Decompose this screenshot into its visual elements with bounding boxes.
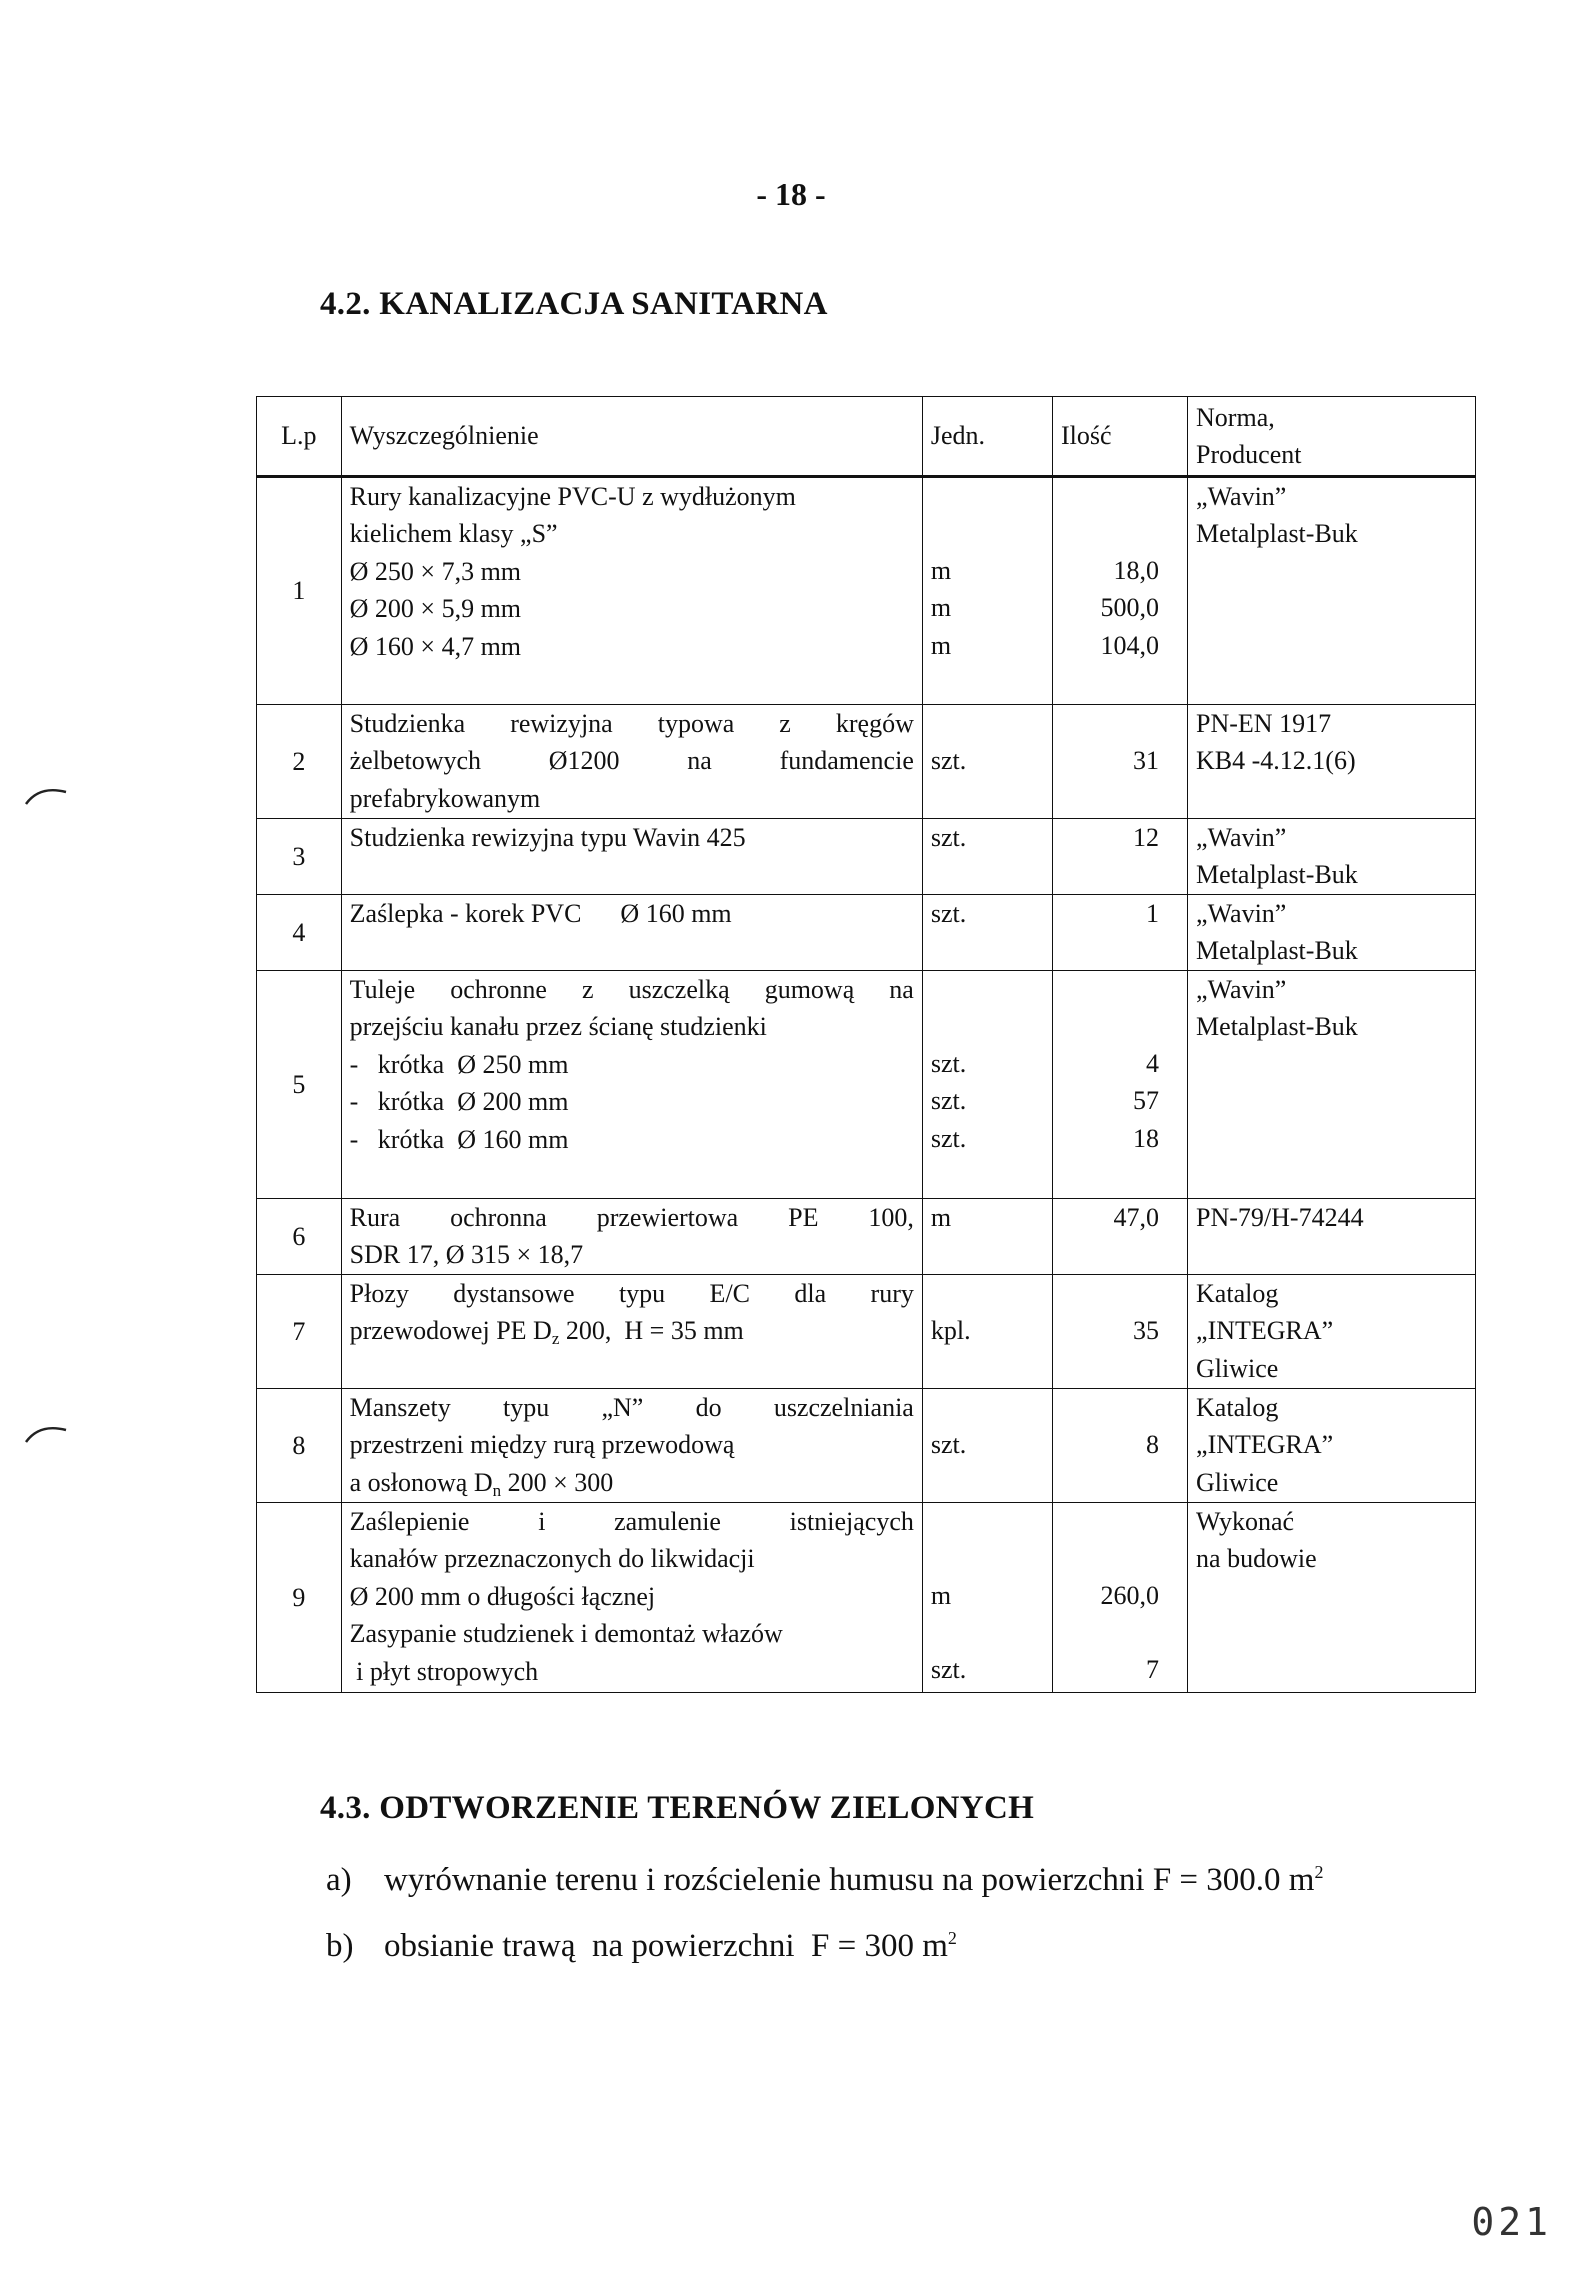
section-title-tereny-zielone: 4.3. ODTWORZENIE TERENÓW ZIELONYCH	[320, 1790, 1035, 1826]
desc-line	[350, 1464, 914, 1501]
quantity-line	[1061, 1614, 1159, 1651]
row-unit	[922, 1503, 1052, 1693]
list-item	[326, 1862, 1323, 1899]
header-lp: L.p	[257, 397, 342, 477]
quantity-line: 35	[1133, 1316, 1160, 1345]
page-number: - 18 -	[756, 176, 826, 212]
unit-line	[931, 1540, 1044, 1577]
row-description	[341, 1199, 922, 1275]
desc-line: - krótka Ø 160 mm	[349, 1124, 569, 1154]
standard-line: Metalplast-Buk	[1196, 860, 1358, 890]
quantity-line	[1061, 971, 1159, 1008]
quantity-line: 104,0	[1100, 630, 1160, 660]
unit-line: m	[930, 593, 952, 623]
unit-line	[931, 1389, 1044, 1426]
row-unit	[922, 1199, 1052, 1275]
desc-line: Zaślepienie i zamulenie istniejących	[349, 1507, 914, 1536]
desc-line: - krótka Ø 250 mm	[349, 1049, 569, 1079]
standard-line: „Wavin”	[1196, 823, 1287, 852]
unit-line: m	[930, 1581, 952, 1610]
list-text: wyrównanie terenu i rozścielenie humusu na powierzchni F = 300.0 m	[384, 1862, 1315, 1898]
row-standard	[1188, 1199, 1476, 1275]
standard-line: na budowie	[1196, 1544, 1317, 1574]
row-quantity	[1052, 1389, 1187, 1503]
desc-line: Ø 200 mm o długości łącznej	[349, 1581, 656, 1611]
unit-line	[931, 1008, 1044, 1045]
row-number: 9	[257, 1503, 342, 1693]
quantity-line: 500,0	[1100, 593, 1160, 623]
standard-line: PN-EN 1917	[1196, 709, 1332, 738]
row-number: 1	[257, 477, 342, 705]
unit-line: szt.	[930, 1655, 967, 1685]
row-number: 2	[257, 705, 342, 819]
table-row	[257, 1503, 1476, 1693]
quantity-line: 18	[1133, 1123, 1160, 1153]
desc-line: Studzienka rewizyjna typu Wavin 425	[349, 823, 746, 852]
desc-line: Ø 160 × 4,7 mm	[349, 631, 522, 661]
standard-line: KB4 -4.12.1(6)	[1196, 746, 1356, 776]
row-unit	[922, 705, 1052, 819]
unit-line: szt.	[930, 1430, 967, 1459]
row-standard	[1188, 705, 1476, 819]
row-quantity	[1052, 1503, 1187, 1693]
list-item	[326, 1928, 957, 1965]
margin-hole-mark	[22, 1418, 72, 1448]
row-unit	[922, 971, 1052, 1199]
row-number: 3	[257, 819, 342, 895]
row-number: 5	[257, 971, 342, 1199]
quantity-line: 18,0	[1113, 556, 1160, 585]
row-unit	[922, 1389, 1052, 1503]
row-number: 4	[257, 895, 342, 971]
row-quantity	[1052, 971, 1187, 1199]
row-description	[341, 1275, 922, 1389]
desc-line: Manszety typu „N” do uszczelniania	[349, 1393, 914, 1422]
quantity-line: 7	[1146, 1655, 1160, 1685]
header-quantity: Ilość	[1052, 397, 1187, 477]
row-description	[341, 819, 922, 895]
row-description	[341, 1503, 922, 1693]
unit-line: kpl.	[930, 1316, 971, 1345]
row-number: 6	[257, 1199, 342, 1275]
header-producent-line: Producent	[1196, 440, 1302, 469]
header-unit: Jedn.	[922, 397, 1052, 477]
standard-line: Metalplast-Buk	[1196, 1012, 1358, 1042]
desc-line: - krótka Ø 200 mm	[349, 1087, 569, 1117]
table-row	[257, 1389, 1476, 1503]
row-description	[341, 1389, 922, 1503]
row-quantity	[1052, 1275, 1187, 1389]
quantity-line	[1061, 1008, 1159, 1045]
standard-line: PN-79/H-74244	[1196, 1203, 1364, 1232]
table-row	[257, 477, 1476, 705]
quantity-line: 57	[1133, 1086, 1160, 1116]
list-marker: a)	[326, 1862, 352, 1898]
standard-line: „INTEGRA”	[1196, 1316, 1334, 1346]
superscript: 2	[947, 1928, 957, 1948]
unit-line: szt.	[930, 1049, 967, 1078]
desc-line: Rury kanalizacyjne PVC-U z wydłużonym	[349, 482, 796, 511]
table-row	[257, 705, 1476, 819]
row-description	[341, 477, 922, 705]
standard-line: „Wavin”	[1196, 482, 1287, 511]
row-standard	[1188, 1503, 1476, 1693]
quantity-line: 47,0	[1113, 1203, 1160, 1232]
header-description: Wyszczególnienie	[341, 397, 922, 477]
quantity-line	[1061, 1540, 1159, 1577]
table-row	[257, 1275, 1476, 1389]
table-row	[257, 895, 1476, 971]
table-row	[257, 819, 1476, 895]
standard-line: Metalplast-Buk	[1196, 519, 1358, 549]
desc-line: żelbetowych Ø1200 na fundamencie	[349, 746, 914, 776]
quantity-line: 8	[1146, 1430, 1160, 1459]
row-standard	[1188, 895, 1476, 971]
unit-line	[931, 971, 1044, 1008]
row-standard	[1188, 1389, 1476, 1503]
archive-page-stamp: 021	[1471, 2200, 1552, 2244]
row-description	[341, 705, 922, 819]
row-unit	[922, 477, 1052, 705]
desc-text: 200, H = 35 mm	[559, 1316, 744, 1346]
desc-line: Ø 250 × 7,3 mm	[349, 556, 522, 586]
desc-line: kielichem klasy „S”	[349, 519, 558, 549]
quantity-line	[1061, 1503, 1159, 1540]
desc-line: Płozy dystansowe typu E/C dla rury	[349, 1279, 914, 1308]
table-header-row	[257, 397, 1476, 477]
row-description	[341, 971, 922, 1199]
desc-line: Rura ochronna przewiertowa PE 100,	[349, 1203, 914, 1232]
row-quantity	[1052, 819, 1187, 895]
standard-line: „Wavin”	[1196, 975, 1287, 1004]
unit-line: m	[930, 630, 952, 660]
desc-line: SDR 17, Ø 315 × 18,7	[349, 1240, 584, 1270]
unit-line	[931, 1275, 1044, 1312]
standard-line: Katalog	[1196, 1393, 1279, 1422]
standard-line: Wykonać	[1196, 1507, 1295, 1536]
quantity-line: 31	[1133, 746, 1160, 775]
row-number: 7	[257, 1275, 342, 1389]
table-row	[257, 971, 1476, 1199]
unit-line	[931, 515, 1044, 552]
unit-line	[931, 478, 1044, 515]
row-unit	[922, 1275, 1052, 1389]
unit-line: m	[930, 556, 952, 585]
unit-line	[931, 705, 1044, 742]
row-standard	[1188, 1275, 1476, 1389]
row-unit	[922, 895, 1052, 971]
standard-line: Katalog	[1196, 1279, 1279, 1308]
table-row	[257, 1199, 1476, 1275]
quantity-line: 1	[1146, 899, 1160, 928]
list-text: obsianie trawą na powierzchni F = 300 m	[384, 1928, 948, 1964]
row-quantity	[1052, 1199, 1187, 1275]
row-description	[341, 895, 922, 971]
standard-line: Metalplast-Buk	[1196, 936, 1358, 966]
quantity-line	[1061, 1275, 1159, 1312]
desc-line: prefabrykowanym	[349, 783, 541, 813]
standard-line: Gliwice	[1196, 1353, 1279, 1383]
margin-hole-mark	[22, 780, 72, 810]
unit-line: szt.	[930, 746, 967, 775]
quantity-line	[1061, 478, 1159, 515]
unit-line	[931, 1614, 1044, 1651]
row-unit	[922, 819, 1052, 895]
unit-line	[931, 1503, 1044, 1540]
desc-line: kanałów przeznaczonych do likwidacji	[349, 1544, 755, 1574]
desc-text: przewodowej PE D	[349, 1316, 552, 1346]
list-marker: b)	[326, 1928, 354, 1964]
desc-line	[350, 1312, 914, 1349]
quantity-line	[1061, 1389, 1159, 1426]
unit-line: m	[930, 1203, 952, 1232]
subscript: n	[492, 1480, 502, 1500]
section-title-kanalizacja: 4.2. KANALIZACJA SANITARNA	[320, 286, 828, 322]
desc-line: Ø 200 × 5,9 mm	[349, 594, 522, 624]
row-standard	[1188, 819, 1476, 895]
quantity-line: 12	[1133, 823, 1160, 852]
header-norma-line: Norma,	[1196, 402, 1275, 432]
desc-line: Tuleje ochronne z uszczelką gumową na	[349, 975, 914, 1004]
quantity-line: 4	[1146, 1049, 1160, 1078]
quantity-line: 260,0	[1100, 1581, 1160, 1610]
desc-text: a osłonową D	[349, 1467, 493, 1497]
subscript: z	[551, 1329, 560, 1349]
row-standard	[1188, 477, 1476, 705]
quantity-line	[1061, 515, 1159, 552]
unit-line: szt.	[930, 1123, 967, 1153]
desc-line: Zasypanie studzienek i demontaż włazów	[349, 1619, 783, 1649]
specification-table	[256, 396, 1476, 1693]
unit-line: szt.	[930, 1086, 967, 1116]
desc-line: przejściu kanału przez ścianę studzienki	[349, 1012, 767, 1042]
row-quantity	[1052, 477, 1187, 705]
header-standard-producer	[1188, 397, 1476, 477]
desc-text: 200 × 300	[501, 1467, 614, 1497]
unit-line: szt.	[930, 899, 967, 928]
superscript: 2	[1314, 1862, 1324, 1882]
row-standard	[1188, 971, 1476, 1199]
quantity-line	[1061, 705, 1159, 742]
row-number: 8	[257, 1389, 342, 1503]
desc-line: przestrzeni między rurą przewodową	[349, 1430, 735, 1460]
standard-line: „INTEGRA”	[1196, 1430, 1334, 1460]
standard-line: „Wavin”	[1196, 899, 1287, 928]
desc-line: Zaślepka - korek PVC Ø 160 mm	[349, 899, 732, 928]
row-quantity	[1052, 705, 1187, 819]
desc-line: Studzienka rewizyjna typowa z kręgów	[349, 709, 914, 738]
desc-line: i płyt stropowych	[349, 1656, 539, 1686]
unit-line: szt.	[930, 823, 967, 852]
row-quantity	[1052, 895, 1187, 971]
standard-line: Gliwice	[1196, 1467, 1279, 1497]
